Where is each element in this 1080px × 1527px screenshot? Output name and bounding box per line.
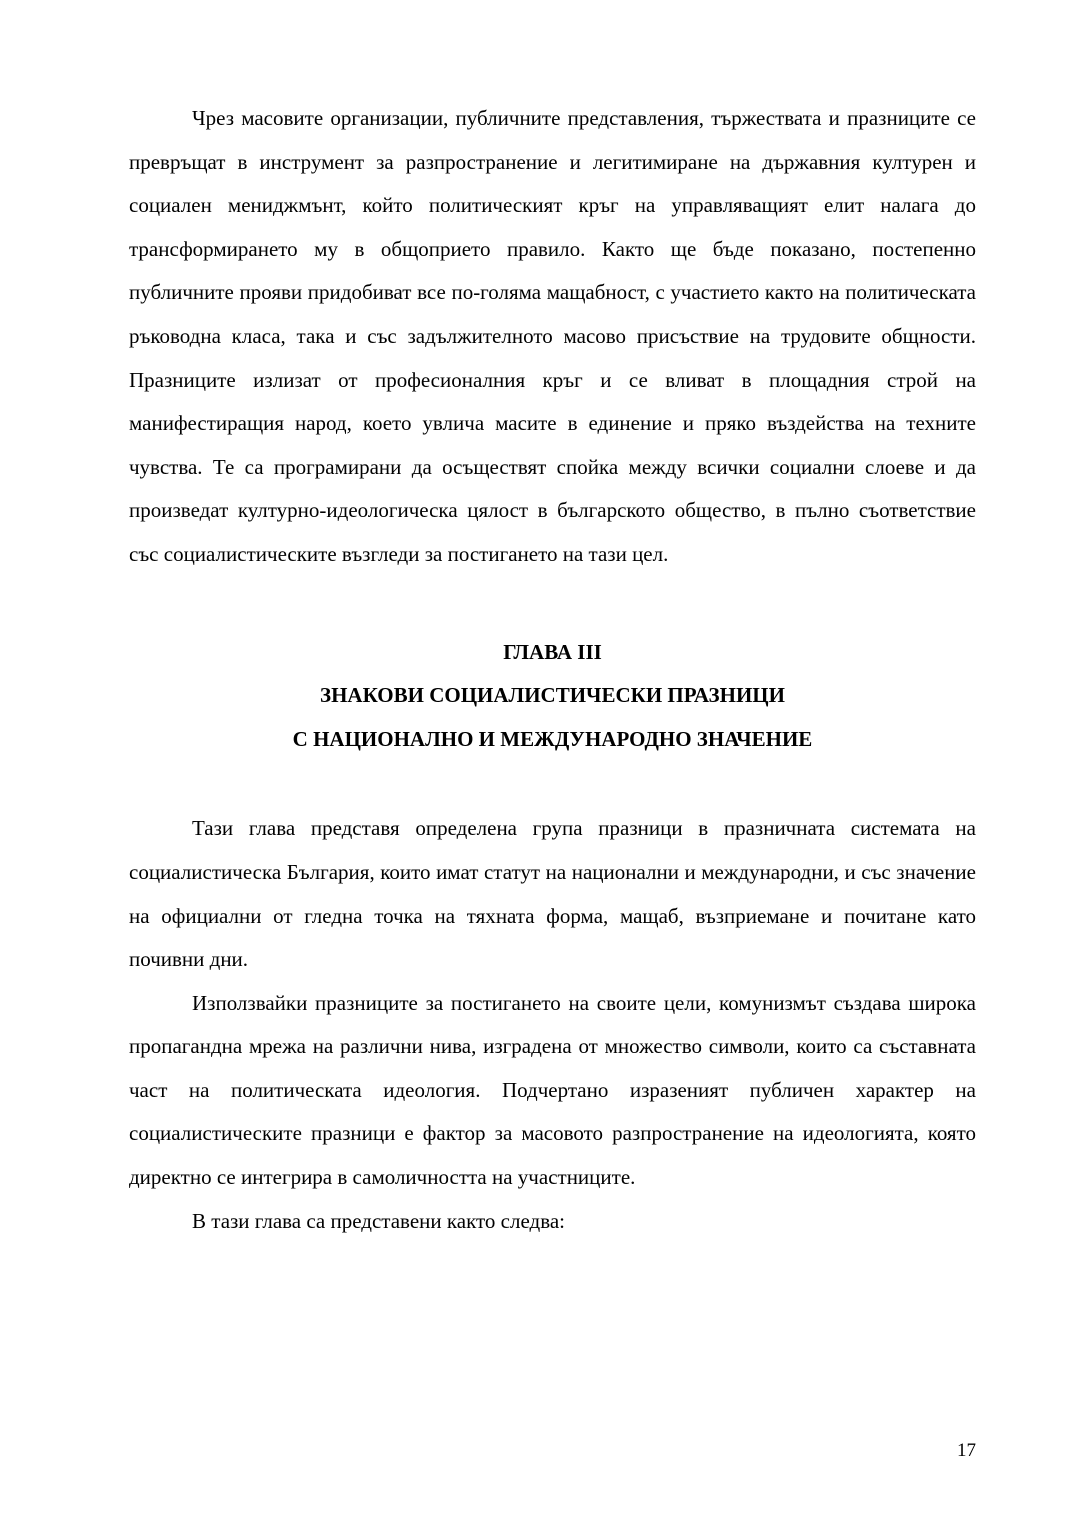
chapter-paragraph-2: Използвайки празниците за постигането на своите цели, комунизмът създава широка пропагандна мрежа на различни нива, изградена от множество символи, които са съставната част на политическата идеология. Подчертано изразеният публичен характер на социалистическите празници е фактор за масовото разпространение на идеологията, която директно се интегрира в самоличността на участниците. [129,990,976,1190]
page-number: 17 [957,1440,976,1461]
chapter-title-line-2: С НАЦИОНАЛНО И МЕЖДУНАРОДНО ЗНАЧЕНИЕ [292,726,813,751]
chapter-heading [129,631,976,762]
page-body [129,97,976,1243]
intro-paragraph: Чрез масовите организации, публичните представления, тържествата и празниците се превръщат в инструмент за разпространение и легитимиране на държавния културен и социален мениджмънт, който политическият кръг на управляващият елит налага до трансформирането му в общоприето правило. Както ще бъде показано, постепенно публичните прояви придобиват все по-голяма мащабност, с участието както на политическата ръководна класа, така и със задължителното масово присъствие на трудовите общности. Празниците излизат от професионалния кръг и се вливат в площадния строй на манифестиращия народ, което увлича масите в единение и пряко въздейства на техните чувства. Те са програмирани да осъществят спойка между всички социални слоеве и да произведат културно-идеологическа цялост в българското общество, в пълно съответствие със социалистическите възгледи за постигането на тази цел. [129,106,976,566]
chapter-title-line-1: ЗНАКОВИ СОЦИАЛИСТИЧЕСКИ ПРАЗНИЦИ [320,683,785,708]
chapter-paragraph-1: Тази глава представя определена група празници в празничната системата на социалистическа България, които имат статут на национални и международни, и със значение на официални от гледна точка на тяхната форма, мащаб, възприемане и почитане като почивни дни. [129,816,976,972]
chapter-number: ГЛАВА III [503,639,602,664]
chapter-paragraph-3: В тази глава са представени както следва: [192,1208,565,1233]
